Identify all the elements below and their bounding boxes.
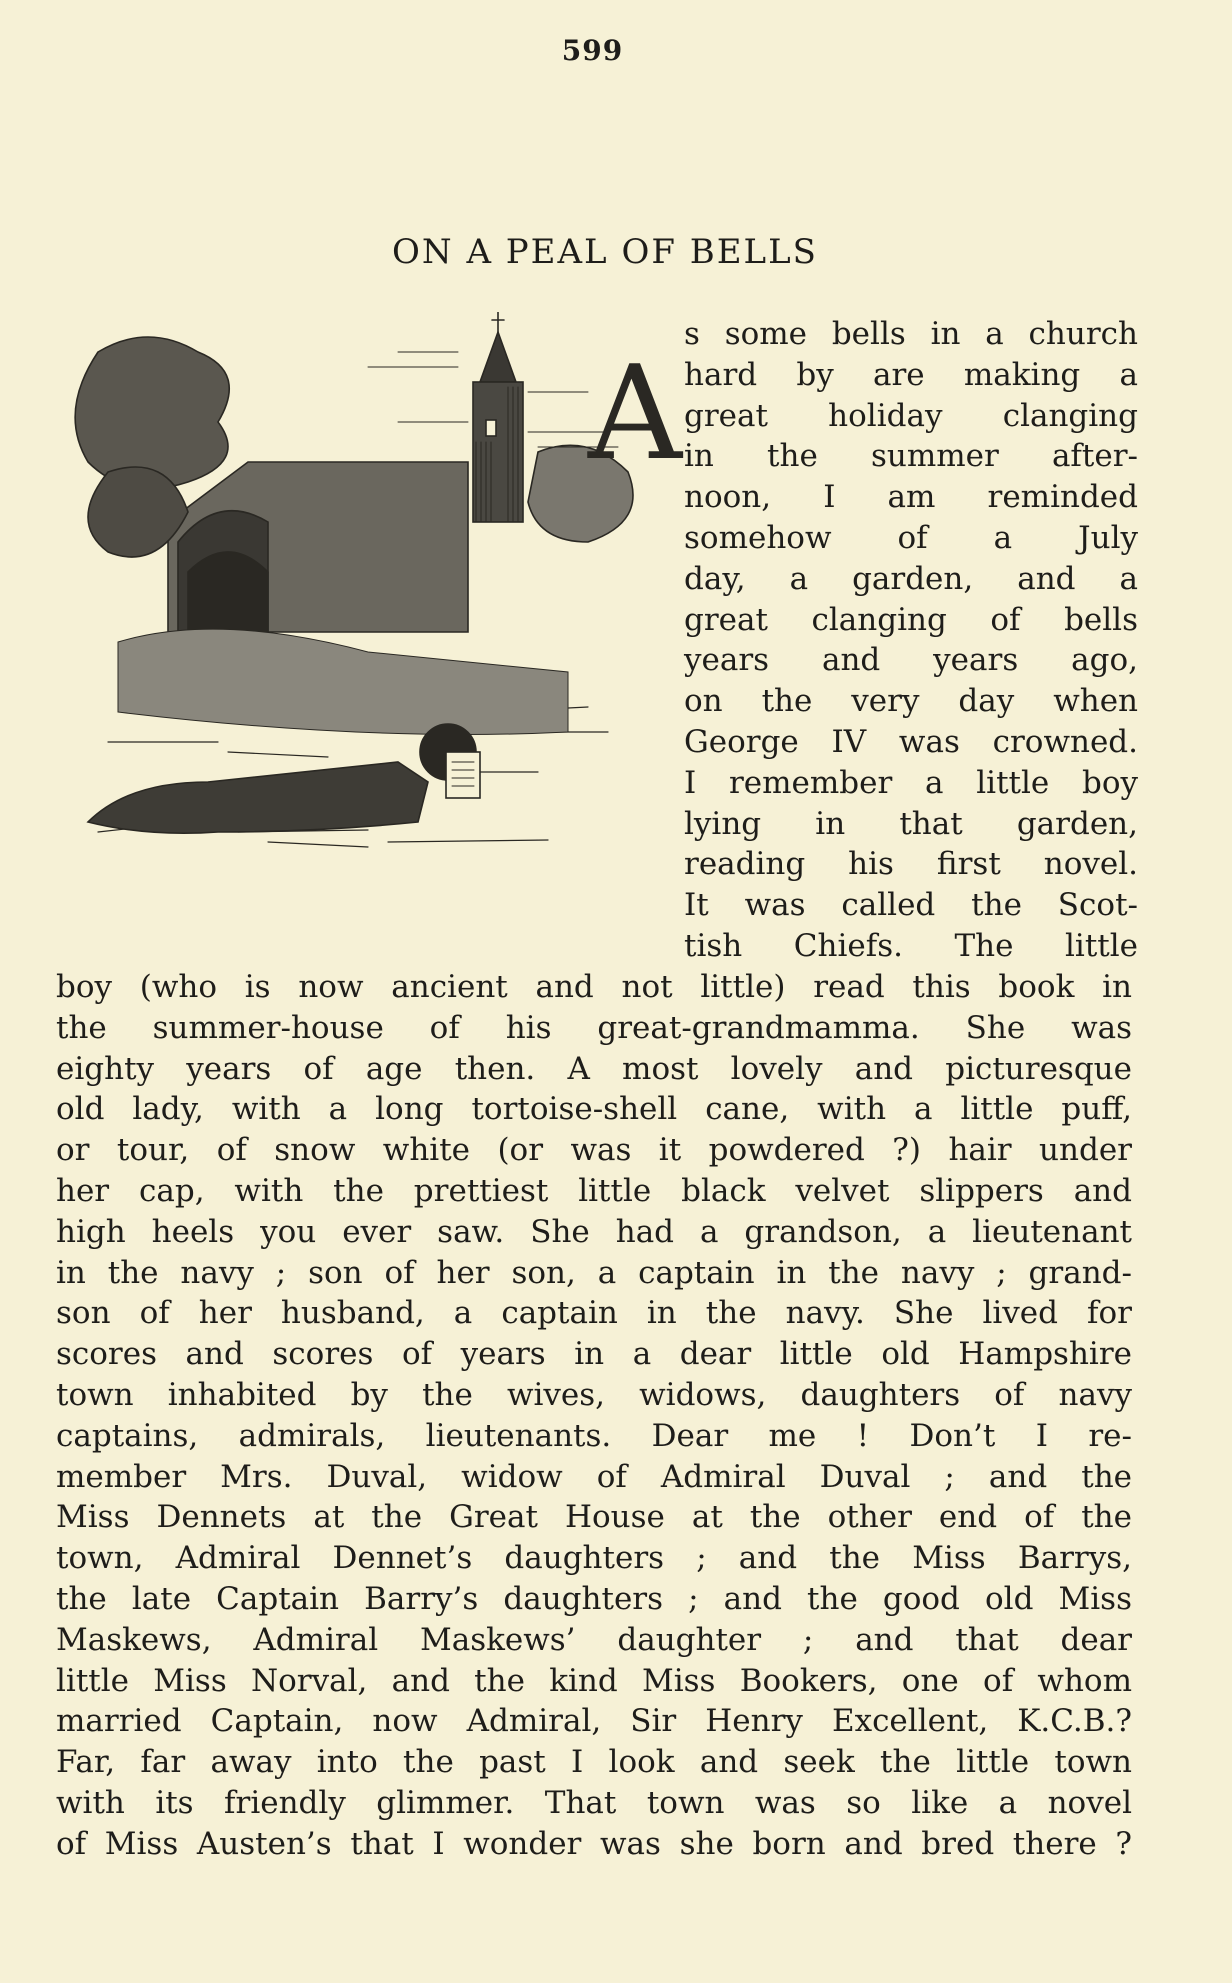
text-line: hard by are making a [684,356,1138,393]
text-line: eighty years of age then. A most lovely and picturesque [56,1050,1132,1087]
text-line: the summer-house of his great-grandmamma. She was [56,1009,1132,1046]
text-line: or tour, of snow white (or was it powdered ?) hair under [56,1132,1132,1169]
text-line: old lady, with a long tortoise-shell cane, with a little puff, [56,1091,1132,1128]
text-line: It was called the Scot- [684,887,1138,924]
text-line: Maskews, Admiral Maskews’ daughter ; and that dear [56,1621,1132,1658]
text-line: boy (who is now ancient and not little) read this book in [56,969,1132,1005]
text-line: the late Captain Barry’s daughters ; and the good old Miss [56,1580,1132,1617]
drop-cap-letter: A [588,337,682,489]
text-line: of Miss Austen’s that I wonder was she born and bred there ? [56,1825,1132,1862]
text-line: I remember a little boy [684,764,1138,801]
text-line: great holiday clanging [684,397,1138,434]
main-text-block [56,967,1132,1865]
chapter-title: ON A PEAL OF BELLS [392,232,818,272]
text-line: married Captain, now Admiral, Sir Henry Excellent, K.C.B.? [56,1703,1132,1740]
text-line: reading his first novel. [684,846,1138,883]
page-number: 599 [561,34,624,67]
text-line: in the navy ; son of her son, a captain in the navy ; grand- [56,1254,1132,1291]
text-line: captains, admirals, lieutenants. Dear me ! Don’t I re- [56,1417,1132,1454]
text-line: day, a garden, and a [684,560,1138,597]
engraving-church-and-boy-reading [68,312,668,912]
text-line: little Miss Norval, and the kind Miss Bookers, one of whom [56,1662,1132,1699]
text-line: great clanging of bells [684,601,1138,638]
text-line: in the summer after- [684,438,1138,475]
text-line: scores and scores of years in a dear little old Hampshire [56,1336,1132,1373]
text-line: town inhabited by the wives, widows, daughters of navy [56,1376,1132,1413]
text-line: her cap, with the prettiest little black velvet slippers and [56,1172,1132,1209]
text-line: with its friendly glimmer. That town was so like a novel [56,1784,1132,1821]
text-line: Miss Dennets at the Great House at the other end of the [56,1499,1132,1536]
text-line: high heels you ever saw. She had a grandson, a lieutenant [56,1213,1132,1250]
text-line: son of her husband, a captain in the navy. She lived for [56,1295,1132,1332]
text-line: member Mrs. Duval, widow of Admiral Duval ; and the [56,1458,1132,1495]
text-line: George IV was crowned. [684,723,1138,760]
text-line: on the very day when [684,683,1138,720]
text-line: s some bells in a church [684,316,1138,352]
side-text-block [684,314,1138,967]
text-line: noon, I am reminded [684,479,1138,516]
text-line: Far, far away into the past I look and seek the little town [56,1744,1132,1781]
text-line: somehow of a July [684,519,1138,556]
text-line: town, Admiral Dennet’s daughters ; and the Miss Barrys, [56,1540,1132,1577]
text-line: lying in that garden, [684,805,1138,842]
text-line: years and years ago, [684,642,1138,679]
text-line: tish Chiefs. The little [684,927,1138,964]
